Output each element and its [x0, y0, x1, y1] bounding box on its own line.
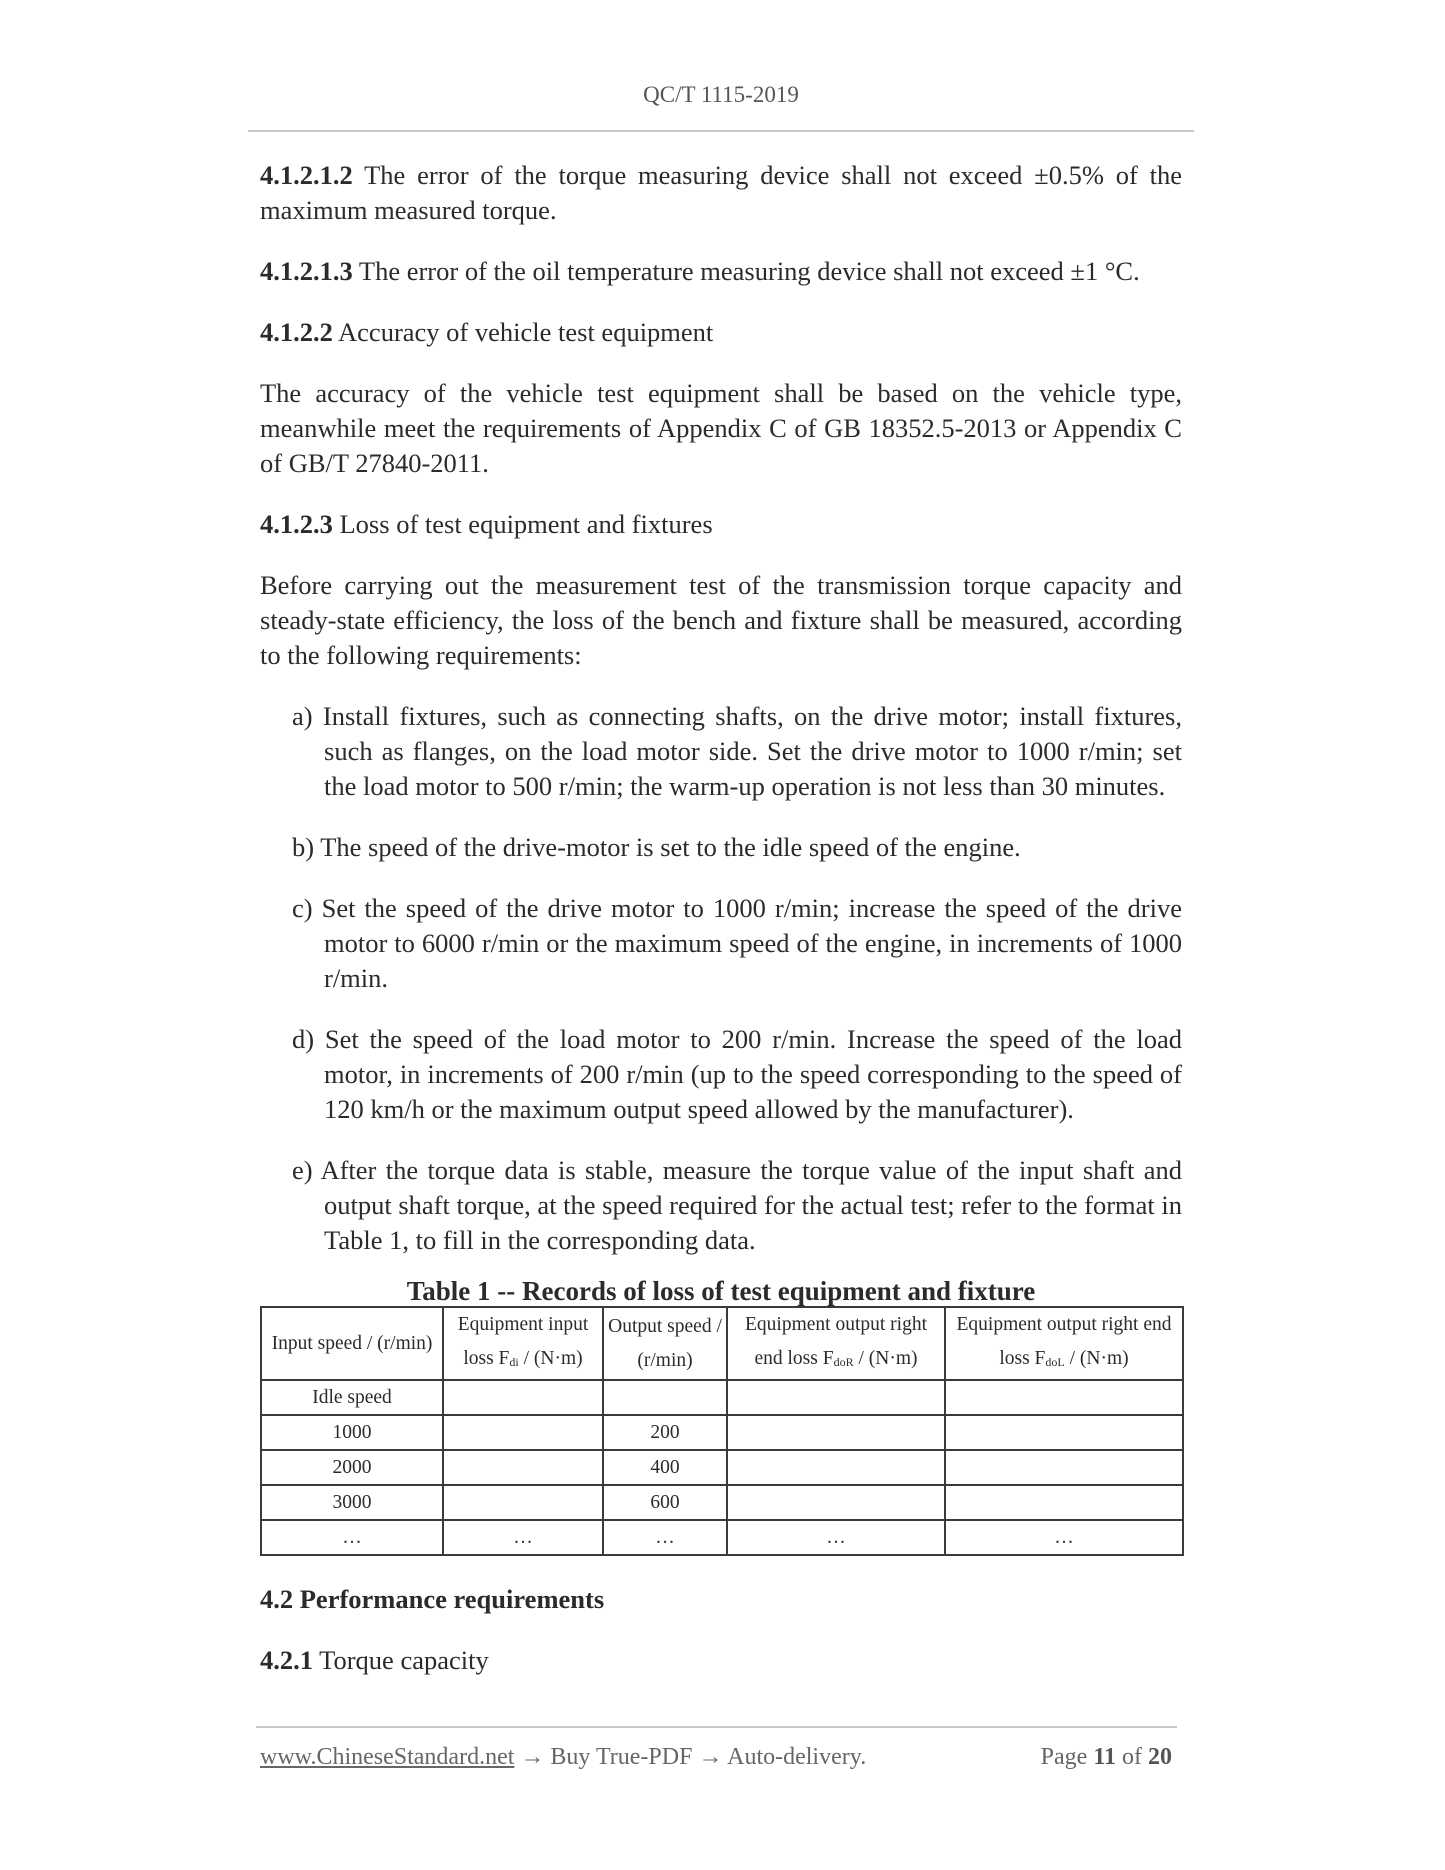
col-header-input-speed: Input speed / (r/min) [261, 1307, 443, 1380]
table-cell [945, 1485, 1183, 1520]
table-cell: 3000 [261, 1485, 443, 1520]
table-cell [727, 1415, 945, 1450]
document-body [260, 158, 1182, 1704]
footer-tagline: → Buy True-PDF → Auto-delivery. [514, 1744, 867, 1770]
clause-text: Torque capacity [313, 1645, 489, 1675]
table-cell [443, 1485, 603, 1520]
table-cell: … [261, 1520, 443, 1555]
table-cell [443, 1380, 603, 1415]
paragraph-vehicle-accuracy: The accuracy of the vehicle test equipment shall be based on the vehicle type, meanwhile meet the requirements of Appendix C of GB 18352.5-2013 or Appendix C of GB/T 27840-2011. [260, 378, 1182, 478]
list-item-c: c) Set the speed of the drive motor to 1000 r/min; increase the speed of the drive motor to 6000 r/min or the maximum speed of the engine, in increments of 1000 r/min. [292, 893, 1182, 993]
table-cell [945, 1415, 1183, 1450]
table-cell [443, 1415, 603, 1450]
section-heading-4-2: 4.2 Performance requirements [260, 1584, 605, 1614]
table-row [261, 1520, 1183, 1555]
clause-number: 4.1.2.1.2 [260, 160, 353, 190]
clause-text: The error of the torque measuring device shall not exceed ±0.5% of the maximum measured torque. [260, 160, 1182, 225]
loss-records-table [260, 1306, 1184, 1556]
list-item-a: a) Install fixtures, such as connecting shafts, on the drive motor; install fixtures, such as flanges, on the load motor side. Set the drive motor to 1000 r/min; set the load motor to 500 r/min; the warm-up operation is not less than 30 minutes. [292, 701, 1182, 801]
clause-number: 4.1.2.1.3 [260, 256, 353, 286]
table-cell: 1000 [261, 1415, 443, 1450]
table-cell: … [603, 1520, 727, 1555]
table-cell [945, 1450, 1183, 1485]
table-row [261, 1380, 1183, 1415]
table-header-row [261, 1307, 1183, 1380]
table-cell: Idle speed [261, 1380, 443, 1415]
current-page: 11 [1093, 1744, 1116, 1770]
list-item-e: e) After the torque data is stable, measure the torque value of the input shaft and output shaft torque, at the speed required for the actual test; refer to the format in Table 1, to fill in the corresponding data. [292, 1155, 1182, 1255]
table-cell [727, 1380, 945, 1415]
total-pages: 20 [1148, 1744, 1172, 1770]
table-cell: 2000 [261, 1450, 443, 1485]
paragraph-loss-measurement: Before carrying out the measurement test of the transmission torque capacity and steady-state efficiency, the loss of the bench and fixture shall be measured, according to the following requirements: [260, 570, 1182, 670]
table-cell: … [727, 1520, 945, 1555]
clause-text: Accuracy of vehicle test equipment [332, 317, 714, 347]
table-cell: 600 [603, 1485, 727, 1520]
list-item-d: d) Set the speed of the load motor to 200 r/min. Increase the speed of the load motor, in increments of 200 r/min (up to the speed corresponding to the speed of 120 km/h or the maximum output speed allowed by the manufacturer). [292, 1024, 1182, 1124]
table-cell [603, 1380, 727, 1415]
table-cell: … [945, 1520, 1183, 1555]
page-header-title: QC/T 1115-2019 [643, 82, 799, 107]
table-row [261, 1415, 1183, 1450]
table-cell [945, 1380, 1183, 1415]
col-header-output-right-loss: Equipment output right end loss FdoR / (N·m) [727, 1307, 945, 1380]
col-header-output-speed: Output speed / (r/min) [603, 1307, 727, 1380]
table-row [261, 1485, 1183, 1520]
page-footer [260, 1744, 1180, 1771]
footer-divider [256, 1726, 1177, 1728]
page-indicator: Page 11 of 20 [1040, 1744, 1172, 1770]
table-title: Table 1 -- Records of loss of test equipment and fixture [406, 1276, 1036, 1306]
site-link[interactable]: www.ChineseStandard.net [260, 1744, 515, 1770]
col-header-input-loss: Equipment input loss Fdi / (N·m) [443, 1307, 603, 1380]
clause-text: The error of the oil temperature measuring device shall not exceed ±1 °C. [352, 256, 1140, 286]
table-cell: 200 [603, 1415, 727, 1450]
table-cell: 400 [603, 1450, 727, 1485]
clause-text: Loss of test equipment and fixtures [332, 509, 713, 539]
clause-4-1-2-1-2 [260, 158, 1182, 228]
list-item-b: b) The speed of the drive-motor is set to the idle speed of the engine. [292, 832, 1021, 862]
footer-promo [260, 1744, 866, 1770]
col-header-output-left-loss: Equipment output right end loss FdoL / (N·m) [945, 1307, 1183, 1380]
table-cell [443, 1450, 603, 1485]
clause-number: 4.1.2.2 [260, 317, 333, 347]
clause-4-1-2-2 [260, 315, 1182, 350]
header-divider [248, 130, 1194, 132]
clause-4-2-1 [260, 1643, 1182, 1678]
clause-4-1-2-3 [260, 507, 1182, 542]
clause-number: 4.2.1 [260, 1645, 313, 1675]
clause-number: 4.1.2.3 [260, 509, 333, 539]
table-cell: … [443, 1520, 603, 1555]
table-cell [727, 1450, 945, 1485]
clause-4-1-2-1-3 [260, 254, 1182, 289]
table-row [261, 1450, 1183, 1485]
table-cell [727, 1485, 945, 1520]
